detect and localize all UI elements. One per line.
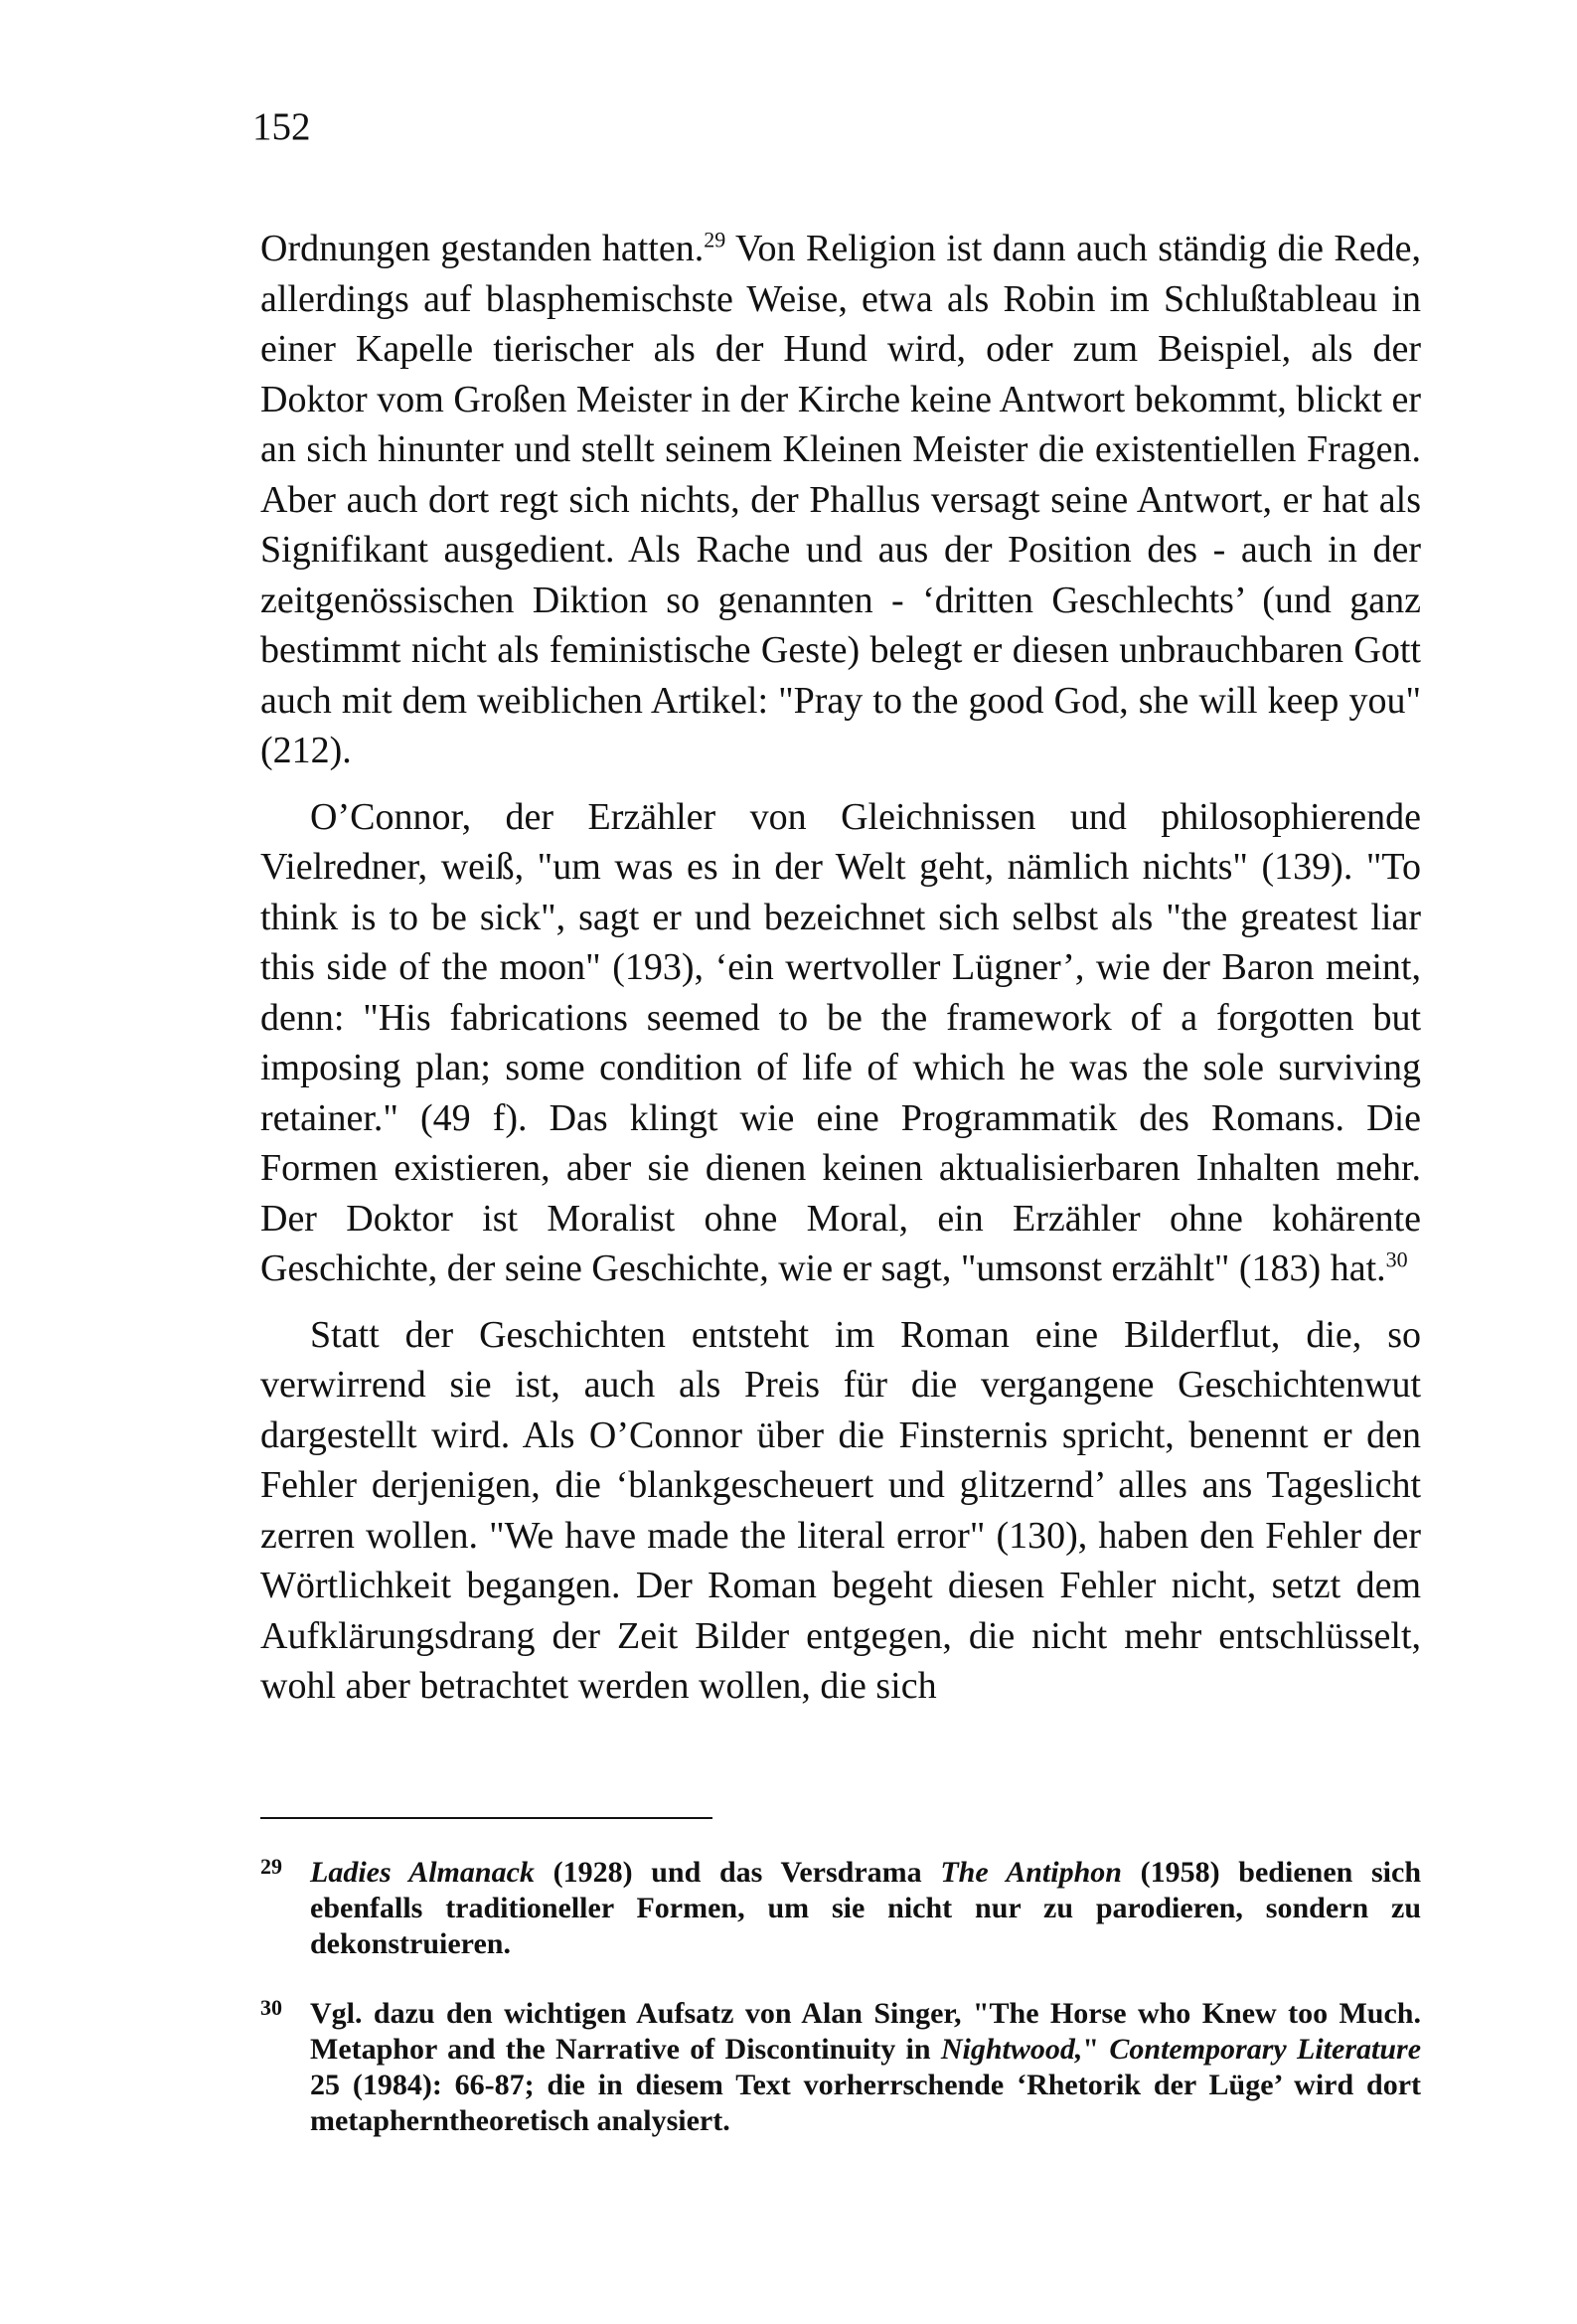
footnote-ref-29: 29 — [704, 227, 726, 252]
footnote-text — [310, 1856, 1421, 1960]
paragraph-3-text: Statt der Geschichten entsteht im Roman eine Bilderflut, die, so verwirrend sie ist, auch als Preis für die vergangene Geschichtenwut dargestellt wird. Als O’Connor über die Finsternis spricht, benennt er den Fehler derjenigen, die ‘blankgescheuert und glitzernd’ alles ans Tageslicht zerren wollen. "We have made the literal error" (130), haben den Fehler der Wörtlichkeit begangen. Der Roman begeht diesen Fehler nicht, setzt dem Aufklärungsdrang der Zeit Bilder entgegen, die nicht mehr entschlüsselt, wohl aber betrachtet werden wollen, die sich — [260, 1313, 1421, 1707]
footnote-text-part: (1958) bedienen sich ebenfalls traditioneller Formen, um sie nicht nur zu parodieren, sondern zu dekonstruieren. — [310, 1856, 1422, 1960]
footnotes — [260, 1855, 1421, 2139]
footnote-number: 29 — [260, 1854, 282, 1879]
footnote-text — [310, 1997, 1421, 2137]
body-text — [260, 224, 1421, 1712]
footnote-ref-30: 30 — [1385, 1246, 1408, 1272]
footnote-text-part: Vgl. dazu den wichtigen Aufsatz von Alan Singer, "The Horse who Knew too Much. Metaphor and the Narrative of Discontinuity in — [310, 1997, 1421, 2066]
footnote-text-part: " — [1082, 2033, 1110, 2066]
paragraph-3 — [260, 1310, 1421, 1712]
footnote-title: Ladies Almanack — [310, 1856, 535, 1889]
footnote-29 — [260, 1855, 1421, 1962]
paragraph-1 — [260, 224, 1421, 776]
footnote-text-part: (1928) und das Versdrama — [534, 1856, 941, 1889]
footnote-title: Contemporary Literature — [1109, 2033, 1422, 2066]
paragraph-1-text-a: Ordnungen gestanden hatten. — [260, 228, 705, 269]
page-number: 152 — [252, 105, 311, 148]
footnote-number: 30 — [260, 1995, 282, 2020]
footnote-title: Nightwood, — [940, 2033, 1083, 2066]
footnote-text-part: 25 (1984): 66-87; die in diesem Text vorherrschende ‘Rhetorik der Lüge’ wird dort metapherntheoretisch analysiert. — [310, 2069, 1421, 2137]
paragraph-1-text-b: Von Religion ist dann auch ständig die Rede, allerdings auf blasphemischste Weise, etwa als Robin im Schlußtableau in einer Kapelle tierischer als der Hund wird, oder zum Beispiel, als der Doktor vom Großen Meister in der Kirche keine Antwort bekommt, blickt er an sich hinunter und stellt seinem Kleinen Meister die existentiellen Fragen. Aber auch dort regt sich nichts, der Phallus versagt seine Antwort, er hat als Signifikant ausgedient. Als Rache und aus der Position des - auch in der zeitgenössischen Diktion so genannten - ‘dritten Geschlechts’ (und ganz bestimmt nicht als feministische Geste) belegt er diesen unbrauchbaren Gott auch mit dem weiblichen Artikel: "Pray to the good God, she will keep you" (212). — [260, 228, 1421, 771]
footnote-title: The Antiphon — [940, 1856, 1122, 1889]
paragraph-2 — [260, 792, 1421, 1294]
footnote-divider — [260, 1817, 712, 1819]
footnote-30 — [260, 1996, 1421, 2139]
paragraph-2-text-a: O’Connor, der Erzähler von Gleichnissen und philosophierende Vielredner, weiß, "um was es in der Welt geht, nämlich nichts" (139). "To think is to be sick", sagt er und bezeichnet sich selbst als "the greatest liar this side of the moon" (193), ‘ein wertvoller Lügner’, wie der Baron meint, denn: "His fabrications seemed to be the framework of a forgotten but imposing plan; some condition of life of which he was the sole surviving retainer." (49 f). Das klingt wie eine Programmatik des Romans. Die Formen existieren, aber sie dienen keinen aktualisierbaren Inhalten mehr. Der Doktor ist Moralist ohne Moral, ein Erzähler ohne kohärente Geschichte, der seine Geschichte, wie er sagt, "umsonst erzählt" (183) hat. — [260, 795, 1421, 1289]
